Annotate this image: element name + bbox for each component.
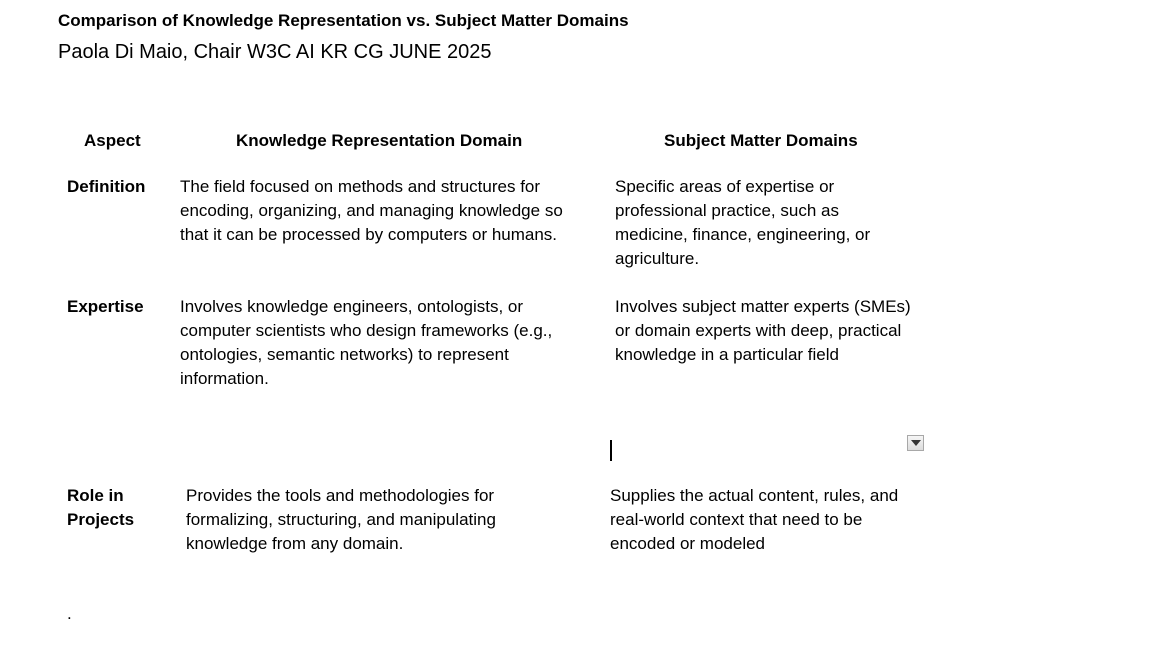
row-label-role: Role in Projects [67, 486, 135, 529]
document-title: Comparison of Knowledge Representation vs. Subject Matter Domains [58, 11, 629, 30]
cell-kr-expertise[interactable]: Involves knowledge engineers, ontologists, or computer scientists who design frameworks (e.g., ontologies, semantic networks) to represent information. [180, 297, 553, 388]
cell-dropdown-button[interactable] [907, 435, 924, 451]
chevron-down-icon [911, 440, 921, 447]
cell-sm-expertise[interactable]: Involves subject matter experts (SMEs) or domain experts with deep, practical knowledge in a particular field [615, 297, 911, 364]
header-kr-domain: Knowledge Representation Domain [236, 131, 523, 150]
cell-kr-role[interactable]: Provides the tools and methodologies for formalizing, structuring, and manipulating knowledge from any domain. [186, 486, 496, 553]
cell-kr-definition[interactable]: The field focused on methods and structures for encoding, organizing, and managing knowledge so that it can be processed by computers or humans. [180, 177, 563, 244]
trailing-paragraph[interactable]: . [67, 604, 72, 623]
cell-sm-definition[interactable]: Specific areas of expertise or professional practice, such as medicine, finance, engineering, or agriculture. [615, 177, 871, 268]
header-subject-matter: Subject Matter Domains [664, 131, 858, 150]
row-label-expertise: Expertise [67, 297, 144, 316]
header-aspect: Aspect [84, 131, 141, 150]
document-subtitle: Paola Di Maio, Chair W3C AI KR CG JUNE 2025 [58, 41, 492, 63]
row-label-definition: Definition [67, 177, 146, 196]
cell-sm-role[interactable]: Supplies the actual content, rules, and real-world context that need to be encoded or modeled [610, 486, 899, 553]
text-cursor [610, 440, 612, 461]
